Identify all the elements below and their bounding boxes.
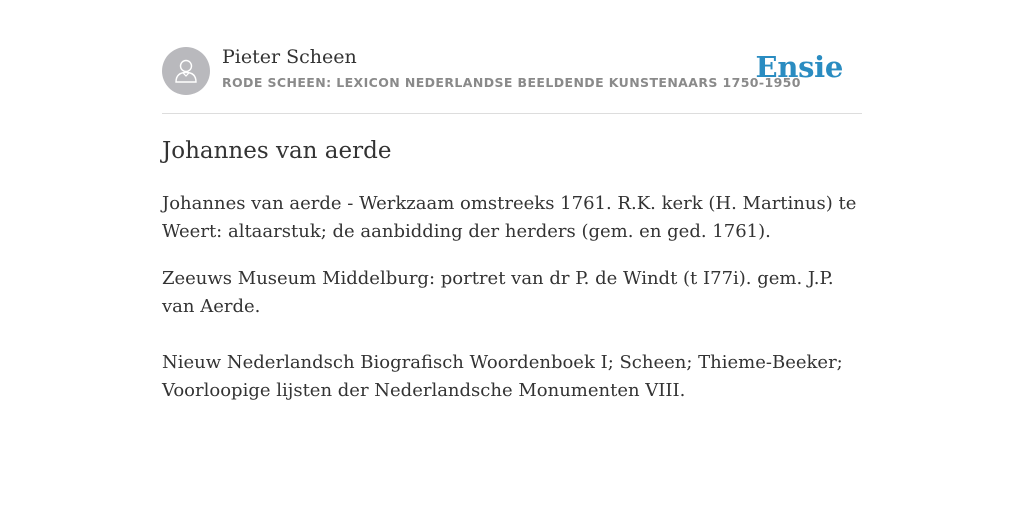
- article-paragraph-1: Johannes van aerde - Werkzaam omstreeks 1761. R.K. kerk (H. Martinus) te Weert: altaarstuk; de aanbidding der herders (gem. en ged. 1761).: [162, 193, 857, 242]
- article-header: [162, 46, 862, 114]
- ensie-logo[interactable]: Ensie: [755, 50, 843, 84]
- source-title[interactable]: RODE SCHEEN: LEXICON NEDERLANDSE BEELDENDE KUNSTENAARS 1750-1950: [222, 75, 801, 90]
- article-sources: Nieuw Nederlandsch Biografisch Woordenboek I; Scheen; Thieme-Beeker; Voorloopige lijsten der Nederlandsche Monumenten VIII.: [162, 352, 843, 401]
- author-name[interactable]: Pieter Scheen: [222, 46, 357, 68]
- user-icon: [171, 56, 201, 86]
- article-title: Johannes van aerde: [162, 138, 392, 164]
- author-avatar[interactable]: [162, 47, 210, 95]
- article-paragraph-2: Zeeuws Museum Middelburg: portret van dr P. de Windt (t I77i). gem. J.P. van Aerde.: [162, 268, 834, 317]
